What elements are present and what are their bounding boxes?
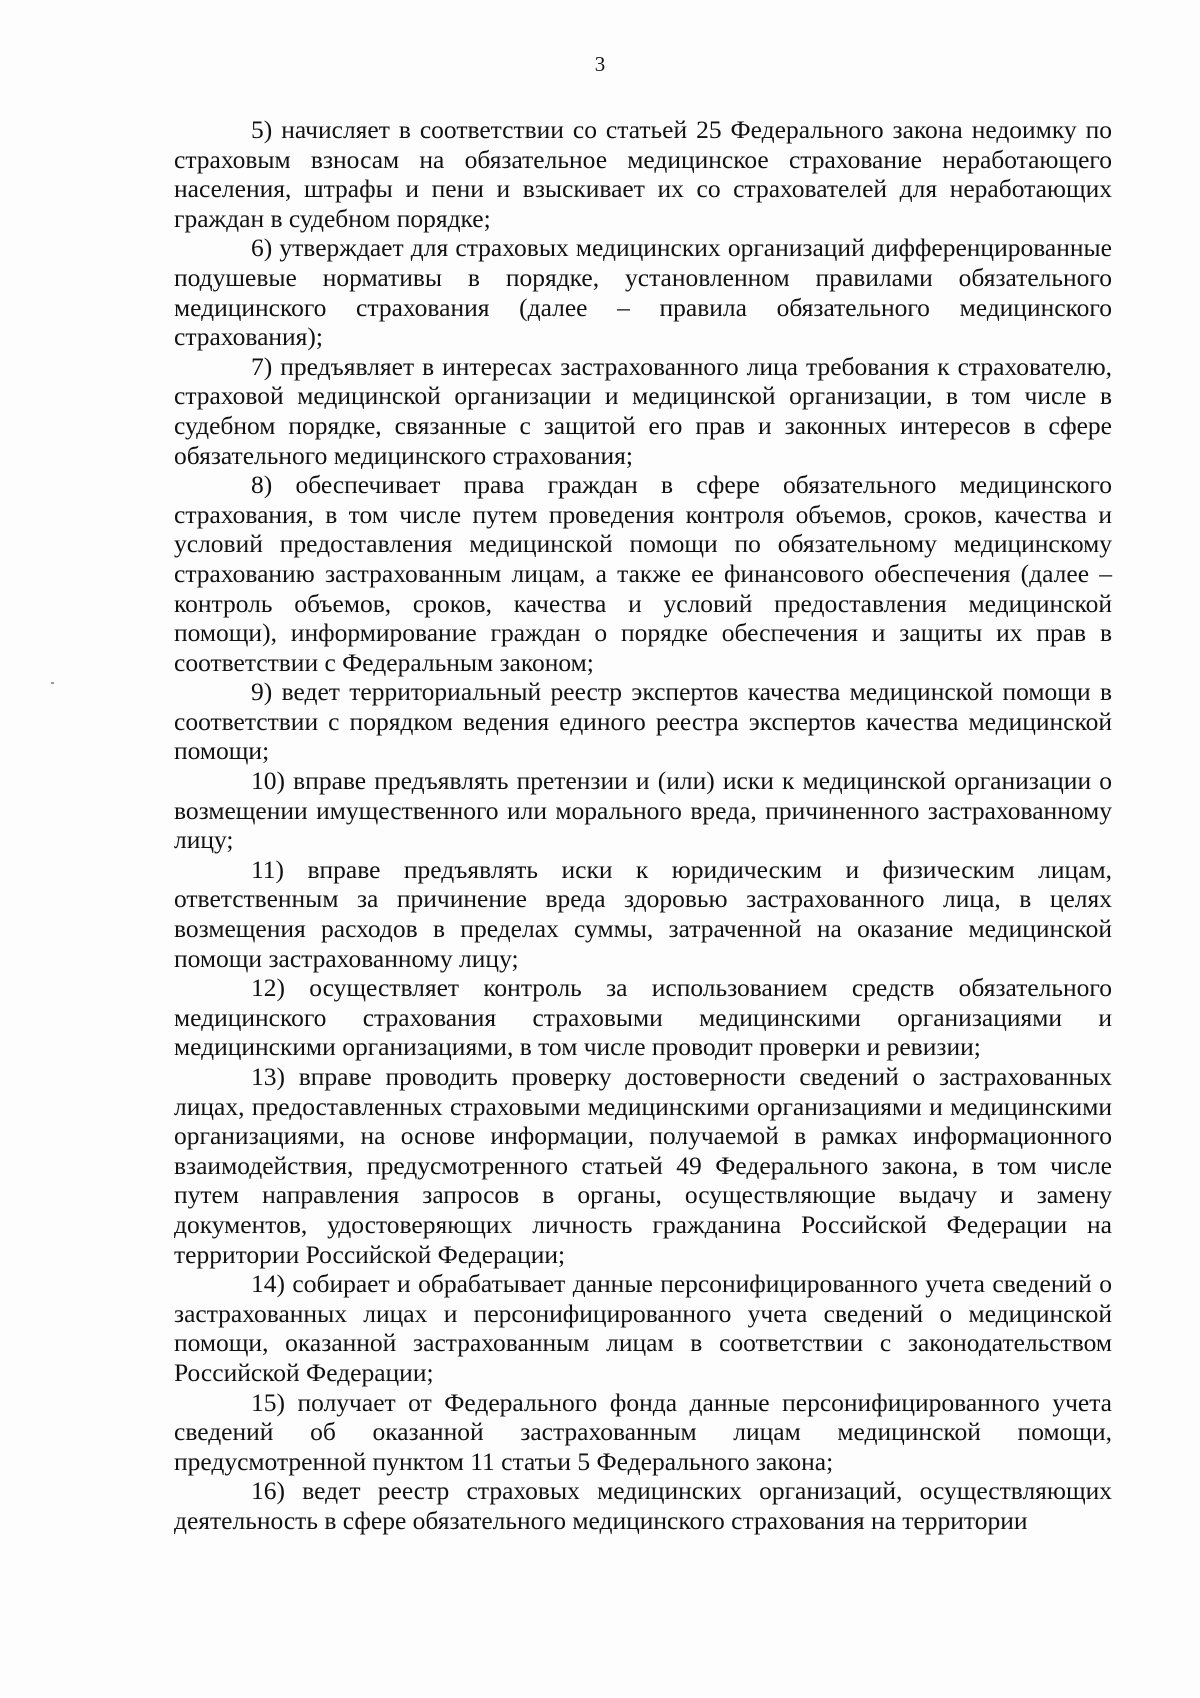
paragraph-item-10: 10) вправе предъявлять претензии и (или) иски к медицинской организации о возмещении имущественного или морального вреда, причиненного застрахованному лицу; [174,766,1112,855]
paragraph-item-13: 13) вправе проводить проверку достоверности сведений о застрахованных лицах, предоставленных страховыми медицинскими организациями и медицинскими организациями, на основе информации, получаемой в рамках информационного взаимодействия, предусмотренного статьей 49 Федерального закона, в том числе путем направления запросов в органы, осуществляющие выдачу и замену документов, удостоверяющих личность гражданина Российской Федерации на территории Российской Федерации; [174,1062,1112,1269]
paragraph-item-12: 12) осуществляет контроль за использованием средств обязательного медицинского страхования страховыми медицинскими организациями и медицинскими организациями, в том числе проводит проверки и ревизии; [174,973,1112,1062]
paragraph-item-6: 6) утверждает для страховых медицинских организаций дифференцированные подушевые нормативы в порядке, установленном правилами обязательного медицинского страхования (далее – правила обязательного медицинского страхования); [174,233,1112,352]
paragraph-item-11: 11) вправе предъявлять иски к юридическим и физическим лицам, ответственным за причинение вреда здоровью застрахованного лица, в целях возмещения расходов в пределах суммы, затраченной на оказание медицинской помощи застрахованному лицу; [174,854,1112,973]
paragraph-item-5: 5) начисляет в соответствии со статьей 25 Федерального закона недоимку по страховым взносам на обязательное медицинское страхование неработающего населения, штрафы и пени и взыскивает их со страхователей для неработающих граждан в судебном порядке; [174,115,1112,233]
scan-speck [51,682,54,684]
page-number: 3 [594,52,606,76]
document-body [174,115,1112,1536]
paragraph-item-9: 9) ведет территориальный реестр экспертов качества медицинской помощи в соответствии с порядком ведения единого реестра экспертов качества медицинской помощи; [174,677,1112,766]
paragraph-item-8: 8) обеспечивает права граждан в сфере обязательного медицинского страхования, в том числе путем проведения контроля объемов, сроков, качества и условий предоставления медицинской помощи по обязательному медицинскому страхованию застрахованным лицам, а также ее финансового обеспечения (далее – контроль объемов, сроков, качества и условий предоставления медицинской помощи), информирование граждан о порядке обеспечения и защиты их прав в соответствии с Федеральным законом; [174,470,1112,677]
paragraph-item-16: 16) ведет реестр страховых медицинских организаций, осуществляющих деятельность в сфере обязательного медицинского страхования на территории [174,1476,1112,1535]
paragraph-item-15: 15) получает от Федерального фонда данные персонифицированного учета сведений об оказанной застрахованным лицам медицинской помощи, предусмотренной пунктом 11 статьи 5 Федерального закона; [174,1387,1112,1476]
paragraph-item-7: 7) предъявляет в интересах застрахованного лица требования к страхователю, страховой медицинской организации и медицинской организации, в том числе в судебном порядке, связанные с защитой его прав и законных интересов в сфере обязательного медицинского страхования; [174,351,1112,470]
paragraph-item-14: 14) собирает и обрабатывает данные персонифицированного учета сведений о застрахованных лицах и персонифицированного учета сведений о медицинской помощи, оказанной застрахованным лицам в соответствии с законодательством Российской Федерации; [174,1269,1112,1387]
